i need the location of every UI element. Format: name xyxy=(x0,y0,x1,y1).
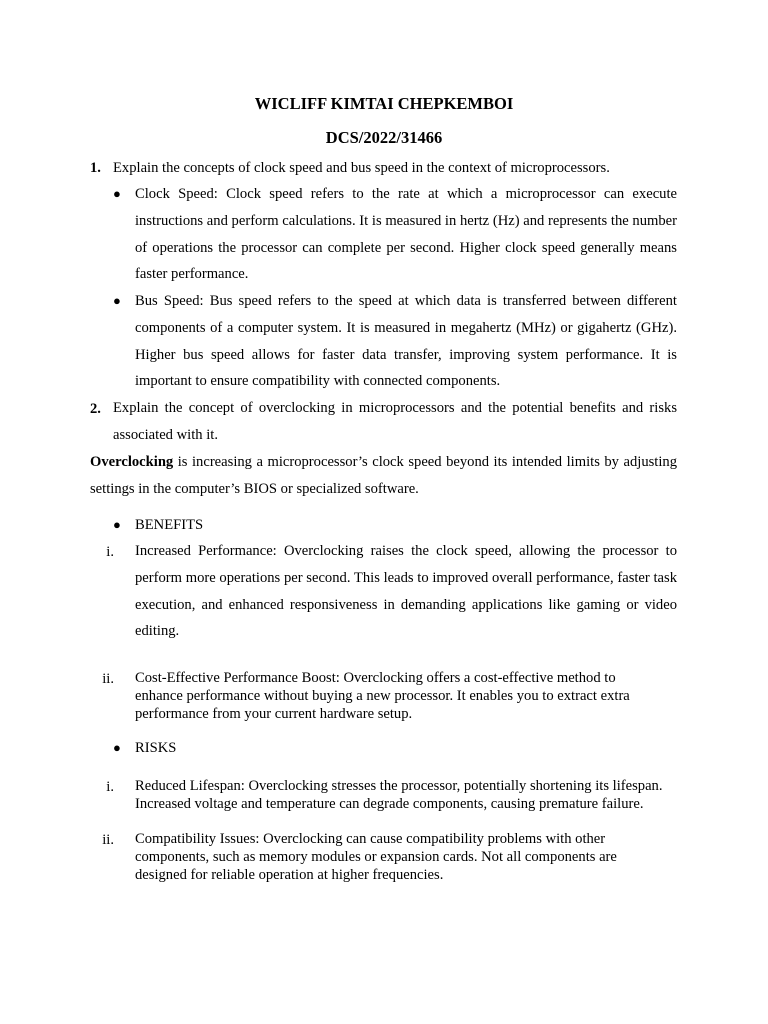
question-number: 2. xyxy=(90,401,101,417)
benefit-item: Cost-Effective Performance Boost: Overclocking offers a cost-effective method to enhance performance without buying a new processor. It enables you to extract extra performance from your current hardware setup. xyxy=(135,670,630,722)
bullet-icon: ● xyxy=(113,517,121,532)
list-numeral: i. xyxy=(106,779,114,795)
q1-bullet-clock-speed: Clock Speed: Clock speed refers to the rate at which a microprocessor can execute instructions and perform calculations. It is measured in hertz (Hz) and represents the number of operations the processor can complete per second. Higher clock speed generally means faster performance. xyxy=(135,186,677,283)
q1-bullet-bus-speed: Bus Speed: Bus speed refers to the speed at which data is transferred between different components of a computer system. It is measured in megahertz (MHz) or gigahertz (GHz). Higher bus speed allows for faster data transfer, improving system performance. It is important to ensure compatibility with connected components. xyxy=(135,293,677,390)
risk-item: Reduced Lifespan: Overclocking stresses the processor, potentially shortening its lifespan. Increased voltage and temperature can degrade components, causing premature failure. xyxy=(135,778,663,812)
risk-item: Compatibility Issues: Overclocking can cause compatibility problems with other components, such as memory modules or expansion cards. Not all components are designed for reliable operation at higher frequencies. xyxy=(135,831,617,883)
bullet-icon: ● xyxy=(113,186,121,201)
overclocking-definition-text: is increasing a microprocessor’s clock speed beyond its intended limits by adjusting settings in the computer’s BIOS or specialized software. xyxy=(90,454,677,497)
overclocking-definition xyxy=(90,449,677,502)
list-numeral: i. xyxy=(106,544,114,560)
benefits-heading: BENEFITS xyxy=(135,517,204,533)
list-numeral: ii. xyxy=(102,832,114,848)
risks-heading: RISKS xyxy=(135,740,177,756)
overclocking-term: Overclocking xyxy=(90,454,174,470)
registration-number: DCS/2022/31466 xyxy=(325,128,443,147)
question-text: Explain the concept of overclocking in microprocessors and the potential benefits and risks associated with it. xyxy=(113,400,677,443)
bullet-icon: ● xyxy=(113,293,121,308)
question-text: Explain the concepts of clock speed and bus speed in the context of microprocessors. xyxy=(113,160,610,176)
list-numeral: ii. xyxy=(102,671,114,687)
author-name: WICLIFF KIMTAI CHEPKEMBOI xyxy=(254,94,514,113)
benefit-item: Increased Performance: Overclocking raises the clock speed, allowing the processor to perform more operations per second. This leads to improved overall performance, faster task execution, and enhanced responsiveness in demanding applications like gaming or video editing. xyxy=(135,543,677,640)
question-number: 1. xyxy=(90,160,101,176)
bullet-icon: ● xyxy=(113,740,121,755)
